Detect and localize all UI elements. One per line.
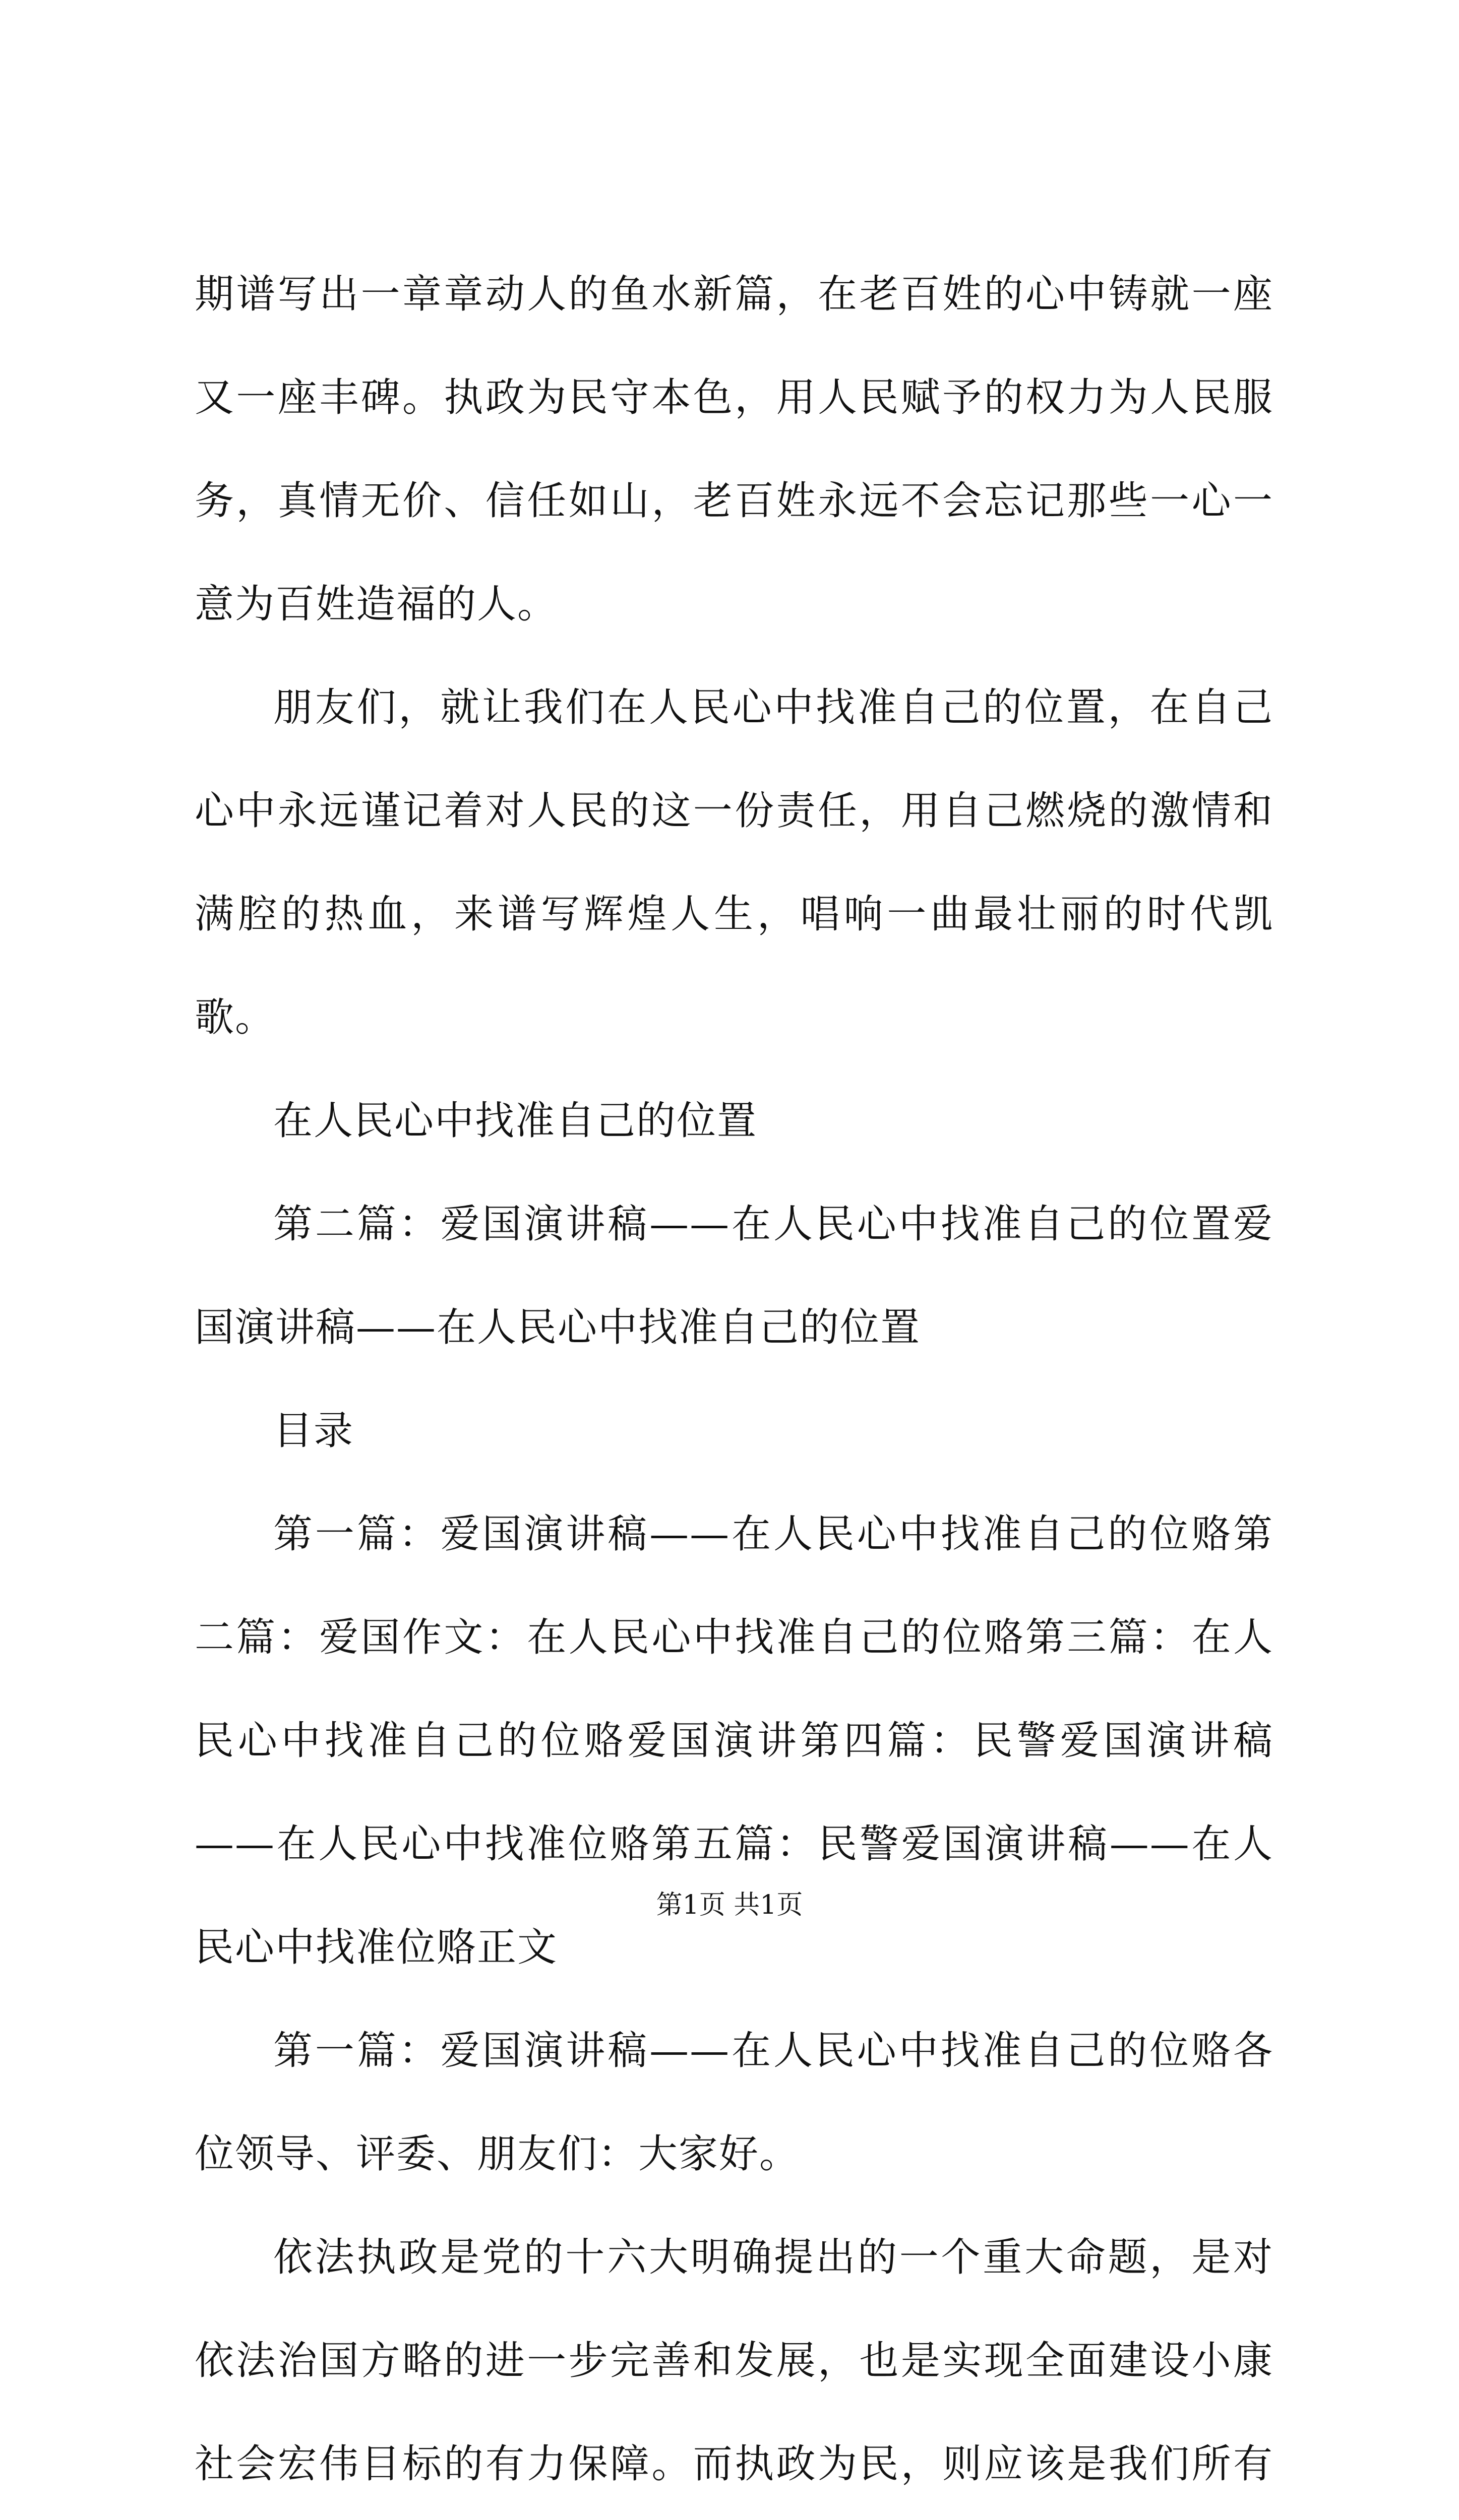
paragraph-8: 依法执政是党的十六大明确提出的一个重大命题，是对依法治国方略的进一步完善和发展，也是实现全面建设小康社会宏伟目标的有力保障。而执政为民，则应该是我们所有 — [195, 2235, 1273, 2487]
document-body — [195, 243, 1273, 2520]
paragraph-6-toc-list: 第一篇：爱国演讲稿——在人民心中找准自己的位赂第二篇：爱国作文：在人民心中找准自己的位赂第三篇：在人民心中找准自己的位赂爱国演讲第四篇：民警爱国演讲稿——在人民心中找准位赂第五篇：民警爱国演讲稿——在人民心中找准位赂正文 — [195, 1511, 1273, 1970]
paragraph-7: 第一篇：爱国演讲稿——在人民心中找准自己的位赂各位领导、评委、朋友们：大家好。 — [195, 2028, 1273, 2177]
paragraph-4-section-title: 第二篇：爱国演讲稿——在人民心中找准自己的位置爱国演讲稿——在人民心中找准自己的位置 — [195, 1202, 1273, 1350]
paragraph-5-toc-heading: 目录 — [273, 1408, 354, 1454]
paragraph-1: 期谱写出一章章动人的鱼水新篇，在老百姓的心中铸就一座又一座丰碑。执政为民守本色，用人民赋予的权力为人民服务，真情无价、信任如山，老百姓永远不会忘记那些一心一意为百姓造福的人。 — [195, 272, 1273, 627]
paragraph-3-heading: 在人民心中找准自己的位置 — [273, 1098, 758, 1144]
paragraph-2: 朋友们，就让我们在人民心中找准自己的位置，在自己心中永远谨记着对人民的这一份责任，用自己燃烧的激情和满腔的热血，来谱写辉煌人生，唱响一曲最壮丽的时代凯歌。 — [195, 685, 1273, 1040]
page-footer: 第1页 共1页 — [656, 1890, 803, 1920]
